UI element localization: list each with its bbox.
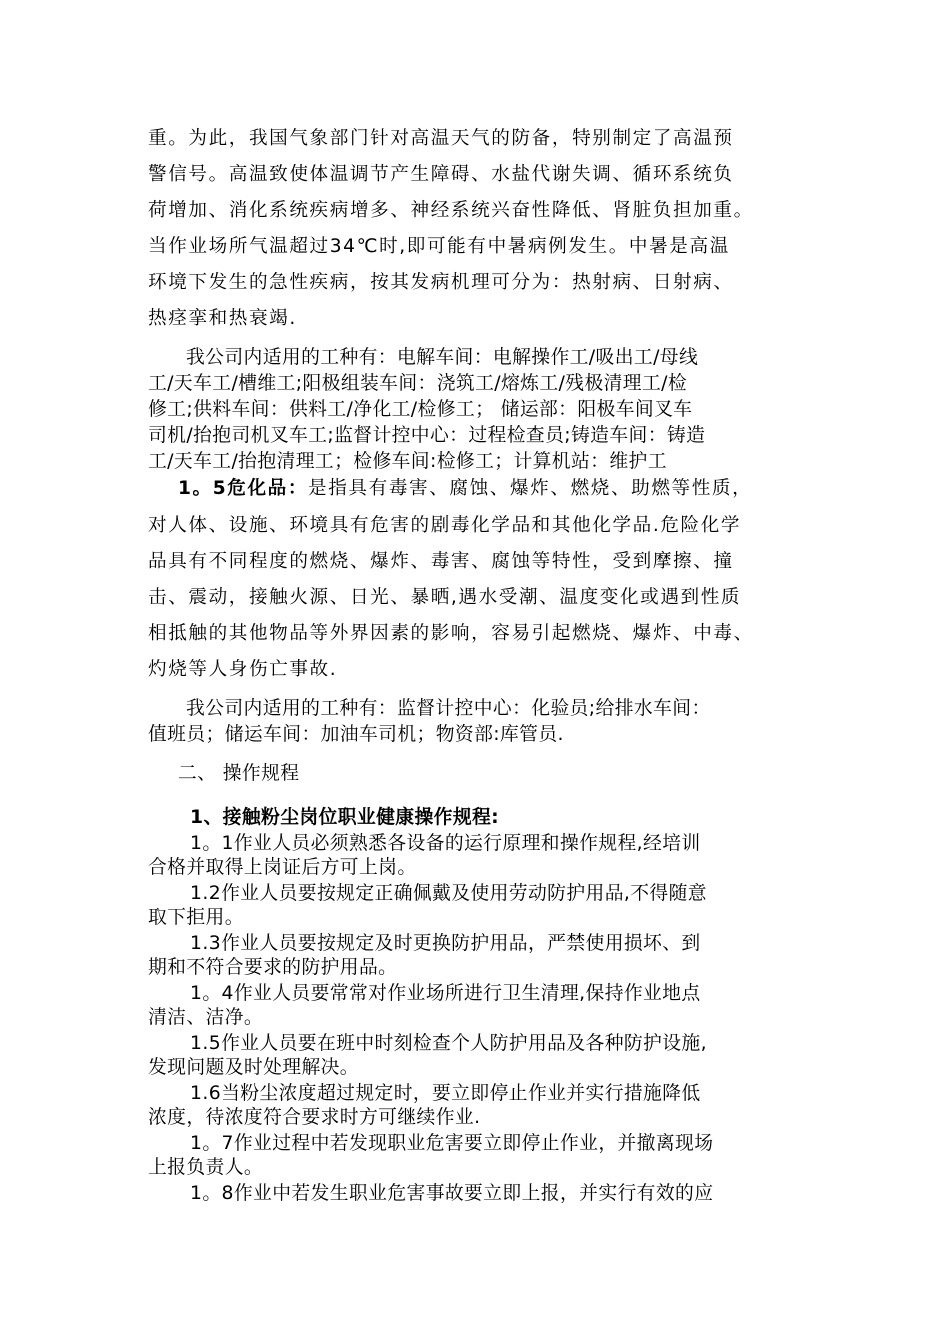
rule-line: 上报负责人。	[148, 1157, 264, 1178]
text-line	[178, 477, 752, 501]
text-line: 警信号。高温致使体温调节产生障碍、水盐代谢失调、循环系统负	[148, 164, 734, 185]
rule-line: 取下拒用。	[148, 907, 244, 928]
rule-line: 1。8作业中若发生职业危害事故要立即上报，并实行有效的应	[190, 1183, 714, 1204]
hazchem-first-line: 是指具有毒害、腐蚀、爆炸、燃烧、助燃等性质，	[308, 478, 753, 499]
rule-line: 1.5作业人员要在班中时刻检查个人防护用品及各种防护设施,	[190, 1033, 707, 1054]
text-line: 荷增加、消化系统疾病增多、神经系统兴奋性降低、肾脏负担加重。	[148, 200, 754, 221]
text-line: 品具有不同程度的燃烧、爆炸、毒害、腐蚀等特性，受到摩擦、撞	[148, 551, 734, 572]
rule-line: 合格并取得上岗证后方可上岗。	[148, 857, 417, 878]
text-line: 值班员；储运车间：加油车司机；物资部:库管员.	[148, 724, 564, 745]
section-title: 二、 操作规程	[178, 763, 300, 784]
text-line: 我公司内适用的工种有：监督计控中心：化验员;给排水车间：	[186, 698, 711, 719]
text-line: 工/天车工/槽维工;阳极组装车间：浇筑工/熔炼工/残极清理工/检	[148, 373, 688, 394]
hazchem-heading: 1。5危化品：	[178, 478, 309, 499]
rule-line: 期和不符合要求的防护用品。	[148, 957, 398, 978]
rule-line: 1.6当粉尘浓度超过规定时，要立即停止作业并实行措施降低	[190, 1083, 701, 1104]
rule-line: 1。4作业人员要常常对作业场所进行卫生清理,保持作业地点	[190, 983, 701, 1004]
rule-line: 浓度，待浓度符合要求时方可继续作业.	[148, 1107, 481, 1128]
text-line: 我公司内适用的工种有：电解车间：电解操作工/吸出工/母线	[186, 347, 699, 368]
text-line: 工/天车工/抬抱清理工；检修车间:检修工；计算机站：维护工	[148, 451, 667, 472]
subsection-title: 1、接触粉尘岗位职业健康操作规程:	[190, 807, 500, 828]
rule-line: 清洁、洁净。	[148, 1007, 264, 1028]
rule-line: 1。7作业过程中若发现职业危害要立即停止作业，并撤离现场	[190, 1133, 714, 1154]
text-line: 司机/抬抱司机叉车工;监督计控中心：过程检查员;铸造车间：铸造	[148, 425, 706, 446]
rule-line: 1。1作业人员必须熟悉各设备的运行原理和操作规程,经培训	[190, 833, 701, 854]
text-line: 击、震动，接触火源、日光、暴晒,遇水受潮、温度变化或遇到性质	[148, 587, 742, 608]
text-line: 修工;供料车间：供料工/净化工/检修工； 储运部：阳极车间叉车	[148, 399, 693, 420]
rule-line: 1.3作业人员要按规定及时更换防护用品，严禁使用损坏、到	[190, 933, 701, 954]
text-line: 当作业场所气温超过34℃时,即可能有中暑病例发生。中暑是高温	[148, 236, 730, 257]
text-line: 对人体、设施、环境具有危害的剧毒化学品和其他化学品.危险化学	[148, 515, 742, 536]
text-line: 相抵触的其他物品等外界因素的影响，容易引起燃烧、爆炸、中毒、	[148, 623, 754, 644]
rule-line: 1.2作业人员要按规定正确佩戴及使用劳动防护用品,不得随意	[190, 883, 707, 904]
text-line: 灼烧等人身伤亡事故.	[148, 659, 338, 680]
text-line: 重。为此，我国气象部门针对高温天气的防备，特别制定了高温预	[148, 128, 734, 149]
text-line: 热痉挛和热衰竭.	[148, 308, 297, 329]
rule-line: 发现问题及时处理解决。	[148, 1057, 359, 1078]
text-line: 环境下发生的急性疾病，按其发病机理可分为：热射病、日射病、	[148, 272, 734, 293]
